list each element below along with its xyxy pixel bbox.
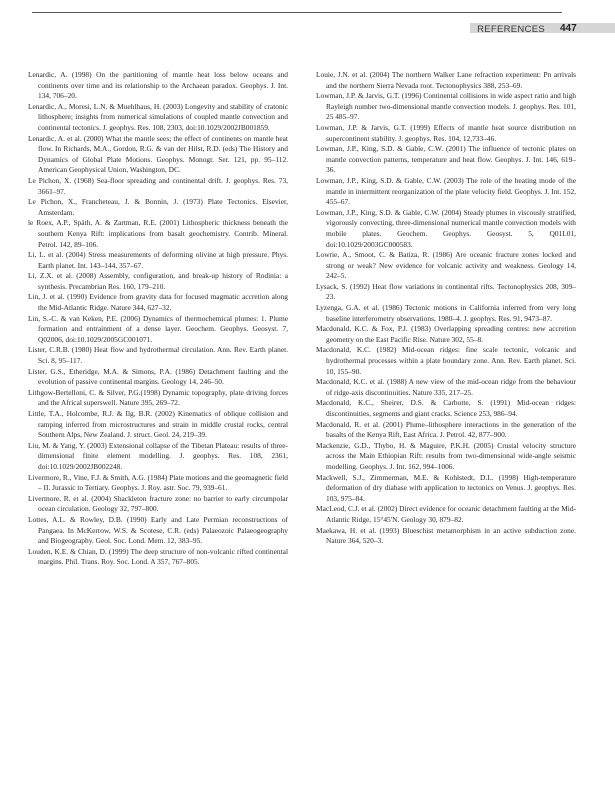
reference-entry: Lenardic, A., Moresi, L.N. & Muehlhaus, H. (2003) Longevity and stability of cratonic lithosphere; insights from numerical simulations of coupled mantle convection and continental tectonics. J. geophys. Res. 108, 2303, doi:10.1029/2002JB001859. [28, 101, 288, 132]
references-column-left [28, 70, 288, 568]
reference-entry: Mackwell, S.J., Zimmerman, M.E. & Kohlstedt, D.L. (1998) High-temperature deformation of dry diabase with application to tectonics on Venus. J. geophys. Res. 103, 975–84. [316, 472, 576, 503]
reference-entry: Mackenzie, G.D., Thybo, H. & Maguire, P.K.H. (2005) Crustal velocity structure across the Main Ethiopian Rift: results from two-dimensional wide-angle seismic modelling. Geophys. J. Int. 162, 994–1006. [316, 440, 576, 471]
reference-entry: Livermore, R., Vine, F.J. & Smith, A.G. (1984) Plate motions and the geomagnetic field – II. Jurassic to Tertiary. Geophys. J. Roy. astr. Soc. 79, 939–61. [28, 472, 288, 493]
reference-entry: Louden, K.E. & Chian, D. (1999) The deep structure of non-volcanic rifted continental margins. Phil. Trans. Roy. Soc. Lond. A 357, 767–805. [28, 546, 288, 567]
reference-entry: Le Pichon, X. (1968) Sea-floor spreading and continental drift. J. geophys. Res. 73, 3661–97. [28, 175, 288, 196]
reference-entry: Li, Z.X. et al. (2008) Assembly, configuration, and break-up history of Rodinia: a synthesis. Precambrian Res. 160, 179–210. [28, 271, 288, 291]
reference-entry: Lin, J. et al. (1990) Evidence from gravity data for focused magmatic accretion along the Mid-Atlantic Ridge. Nature 344, 627–32. [28, 292, 288, 313]
reference-entry: Lysack, S. (1992) Heat flow variations in continental rifts. Tectonophysics 208, 309–23. [316, 281, 576, 302]
reference-entry: Liu, M. & Yang, Y. (2003) Extensional collapse of the Tibetan Plateau: results of three-dimensional finite element modelling. J. geophys. Res. 108, 2361, doi:10.1029/2002JB002248. [28, 440, 288, 471]
reference-entry: Maekawa, H. et al. (1993) Blueschist metamorphism in an active subduction zone. Nature 364, 520–3. [316, 525, 576, 546]
reference-entry: Lowrie, A., Smoot, C. & Batiza, R. (1986) Are oceanic fracture zones locked and strong or weak? New evidence for volcanic activity and weakness. Geology 14, 242–5. [316, 250, 576, 281]
reference-entry: Lithgow-Bertelloni, C. & Silver, P.G.(1998) Dynamic topography, plate driving forces and the Africal superswell. Nature 395, 269–72. [28, 387, 288, 408]
reference-entry: Little, T.A., Holcombe, R.J. & Ilg, B.R. (2002) Kinematics of oblique collision and ramping inferred from microstructures and strain in middle crustal rocks, central Southern Alps, New Zealand. J. struct. Geol. 24, 219–39. [28, 409, 288, 440]
reference-entry: Lister, C.R.B. (1980) Heat flow and hydrothermal circulation. Ann. Rev. Earth planet. Sci. 8, 95–117. [28, 345, 288, 366]
page-number: 447 [560, 23, 577, 34]
reference-entry: Li, L. et al. (2004) Stress measurements of deforming olivine at high pressure. Phys. Earth planet. Int. 143–144, 357–67. [28, 250, 288, 270]
reference-entry: Livermore, R. et al. (2004) Shackleton fracture zone: no barrier to early circumpolar ocean circulation. Geology 32, 797–800. [28, 493, 288, 514]
header-rule [32, 12, 562, 13]
reference-entry: Lister, G.S., Etheridge, M.A. & Simons, P.A. (1986) Detachment faulting and the evolution of passive continental margins. Geology 14, 246–50. [28, 366, 288, 387]
reference-entry: Lin, S.-C. & van Keken, P.E. (2006) Dynamics of thermochemical plumes: 1. Plume formation and entrainment of a dense layer. Geochem. Geophys. Geosyst. 7, Q02006, doi:10.1029/2005GC001071. [28, 313, 288, 344]
reference-entry: Lowman, J.P. & Jarvis, G.T. (1999) Effects of mantle heat source distribution on supercontinent stability. J. geophys. Res. 104, 12,733–46. [316, 122, 576, 143]
reference-entry: Lottes, A.L. & Rowley, D.B. (1990) Early and Late Permian reconstructions of Pangaea. In McKerrow, W.S. & Scotese, C.R. (eds) Palaeozoic Palaeogeography and Biogeography. Geol. Soc. Lond. Mem. 12, 383–95. [28, 514, 288, 546]
reference-entry: MacLeod, C.J. et al. (2002) Direct evidence for oceanic detachment faulting at the Mid-Atlantic Ridge, 15°45'N. Geology 30, 879–82. [316, 504, 577, 524]
reference-entry: Macdonald, K.C. & Fox, P.J. (1983) Overlapping spreading centres: new accretion geometry on the East Pacific Rise. Nature 302, 55–8. [316, 324, 576, 344]
reference-entry: Lowman, J.P., King, S.D. & Gable, C.W. (2001) The influence of tectonic plates on mantle convection patterns, temperature and heat flow. Geophys. J. Int. 146, 619–36. [316, 144, 576, 175]
reference-entry: Le Pichon, X., Francheteau, J. & Bonnin, J. (1973) Plate Tectonics. Elsevier, Amsterdam. [28, 197, 288, 217]
reference-entry: Macdonald, K.C., Sheirer, D.S. & Carbotte, S. (1991) Mid-ocean ridges: discontinuities, segments and giant cracks. Science 253, 986–94. [316, 398, 576, 418]
references-column-right [316, 70, 576, 547]
running-header [0, 0, 615, 33]
reference-entry: Macdonald, K.C. et al. (1988) A new view of the mid-ocean ridge from the behaviour of ridge-axis discontinuities. Nature 335, 217–25. [316, 377, 576, 397]
reference-entry: Lowman, J.P., King, S.D. & Gable, C.W. (2003) The role of the heating mode of the mantle in intermittent reorganization of the plate velocity field. Geophys. J. Int. 152, 455–67. [316, 175, 576, 207]
reference-entry: Macdonald, K.C. (1982) Mid-ocean ridges: fine scale tectonic, volcanic and hydrothermal processes within a plate boundary zone. Ann. Rev. Earth planet. Sci. 10, 155–90. [316, 345, 576, 376]
reference-entry: Lowman, J.P. & Jarvis, G.T. (1996) Continental collisions in wide aspect ratio and high Rayleigh number two-dimensional mantle convection models. J. geophys. Res. 101, 25 485–97. [316, 91, 576, 122]
reference-entry: Lyzenga, G.A. et al. (1986) Tectonic motions in California inferred from very long baseline interferometry observations, 1980–4. J. geophys. Res. 91, 9473–87. [316, 303, 576, 323]
section-title: REFERENCES [477, 24, 545, 35]
reference-entry: Lenardic, A. et al. (2000) What the mantle sees; the effect of continents on mantle heat flow. In Richards, M.A., Gordon, R.G. & van der Hilst, R.D. (eds) The History and Dynamics of Global Plate Motions. Geophys. Monogr. Ser. 121, pp. 95–112. American Geophysical Union, Washington, DC. [28, 133, 288, 175]
reference-entry: Louie, J.N. et al. (2004) The northern Walker Lane refraction experiment: Pn arrivals and the northern Sierra Nevada root. Tectonophysics 388, 253–69. [316, 70, 576, 90]
reference-entry: Lowman, J.P., King, S.D. & Gable, C.W. (2004) Steady plumes in viscously stratified, vigorously convecting, three-dimensional numerical mantle convection models with mobile plates. Geochem. Geophys. Geosyst. 5, Q01L01, doi:10.1029/2003GC000583. [316, 207, 576, 249]
reference-entry: Macdonald, R. et al. (2001) Plume–lithosphere interactions in the generation of the basalts of the Kenya Rift, East Africa. J. Petrol. 42, 877–900. [316, 419, 576, 440]
reference-entry: le Roex, A.P., Späth, A. & Zartman, R.E. (2001) Lithospheric thickness beneath the southern Kenya Rift: implications from basalt geochemistry. Contrib. Mineral. Petrol. 142, 89–106. [28, 218, 288, 249]
reference-entry: Lenardic, A. (1998) On the partitioning of mantle heat loss below oceans and continents over time and its relationship to the Archaean paradox. Geophys. J. Int. 134, 706–20. [28, 70, 288, 101]
